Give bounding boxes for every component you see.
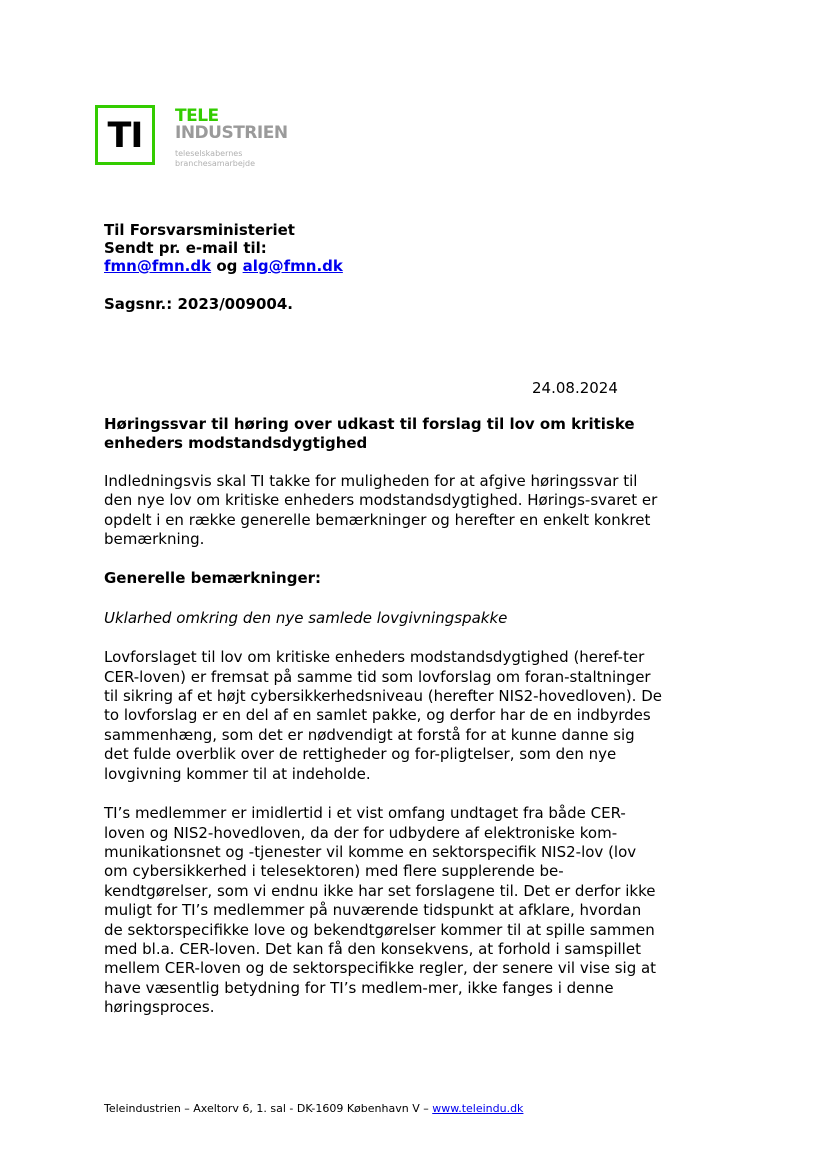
footer-website-link[interactable]: www.teleindu.dk [432,1102,524,1115]
subheading: Uklarhed omkring den nye samlede lovgivningspakke [104,608,508,627]
case-number: Sagsnr.: 2023/009004. [104,295,293,313]
paragraph-1: Lovforslaget til lov om kritiske enheders modstandsdygtighed (heref-ter CER-loven) er fremsat på samme tid som lovforslag om foran-staltninger til sikring af et højt cybersikkerhedsniveau (herefter NIS2-hovedloven). De to lovforslag er en del af en samlet pakke, og derfor har de en indbyrdes sammenhæng, som det er nødvendigt at forstå for at kunne danne sig det fulde overblik over de rettigheder og for-pligtelser, som den nye lovgivning kommer til at indeholde. [104,648,662,783]
logo-box [95,105,155,165]
logo-subtitle-2: branchesamarbejde [175,159,256,168]
email-link-alg[interactable]: alg@fmn.dk [242,257,343,275]
logo-tele-text: TELE [175,106,219,126]
intro-paragraph: Indledningsvis skal TI takke for muligheden for at afgive høringssvar til den nye lov om kritiske enheders modstandsdygtighed. Hørings-svaret er opdelt i en række generelle bemærkninger og herefter en enkelt konkret bemærkning. [104,471,658,549]
recipient-emails [104,257,343,275]
letter-date: 24.08.2024 [532,379,618,397]
logo-subtitle-1: teleselskabernes [175,149,243,158]
email-link-fmn[interactable]: fmn@fmn.dk [104,257,212,275]
footer-address: Teleindustrien – Axeltorv 6, 1. sal - DK-1609 København V – [104,1102,429,1115]
section-heading: Generelle bemærkninger: [104,569,322,588]
logo-industrien-text: INDUSTRIEN [175,123,288,143]
page-footer [104,1102,523,1116]
letter-title: Høringssvar til høring over udkast til forslag til lov om kritiske enheders modstandsdygtighed [104,415,635,453]
paragraph-2: TI’s medlemmer er imidlertid i et vist omfang undtaget fra både CER-loven og NIS2-hovedloven, da der for udbydere af elektroniske kom-munikationsnet og -tjenester vil komme en sektorspecifik NIS2-lov (lov om cybersikkerhed i telesektoren) med flere supplerende be-kendtgørelser, som vi endnu ikke har set forslagene til. Det er derfor ikke muligt for TI’s medlemmer på nuværende tidspunkt at afklare, hvordan de sektorspecifikke love og bekendtgørelser kommer til at spille sammen med bl.a. CER-loven. Det kan få den konsekvens, at forhold i samspillet mellem CER-loven og de sektorspecifikke regler, der senere vil vise sig at have væsentlig betydning for TI’s medlem-mer, ikke fanges i denne høringsproces. [104,804,657,1017]
recipient-block [104,221,343,275]
logo-box-text: TI [107,115,143,156]
letter-body [104,415,664,1018]
recipient-line-1: Til Forsvarsministeriet [104,221,295,239]
email-joiner: og [216,257,238,275]
recipient-line-2: Sendt pr. e-mail til: [104,239,267,257]
